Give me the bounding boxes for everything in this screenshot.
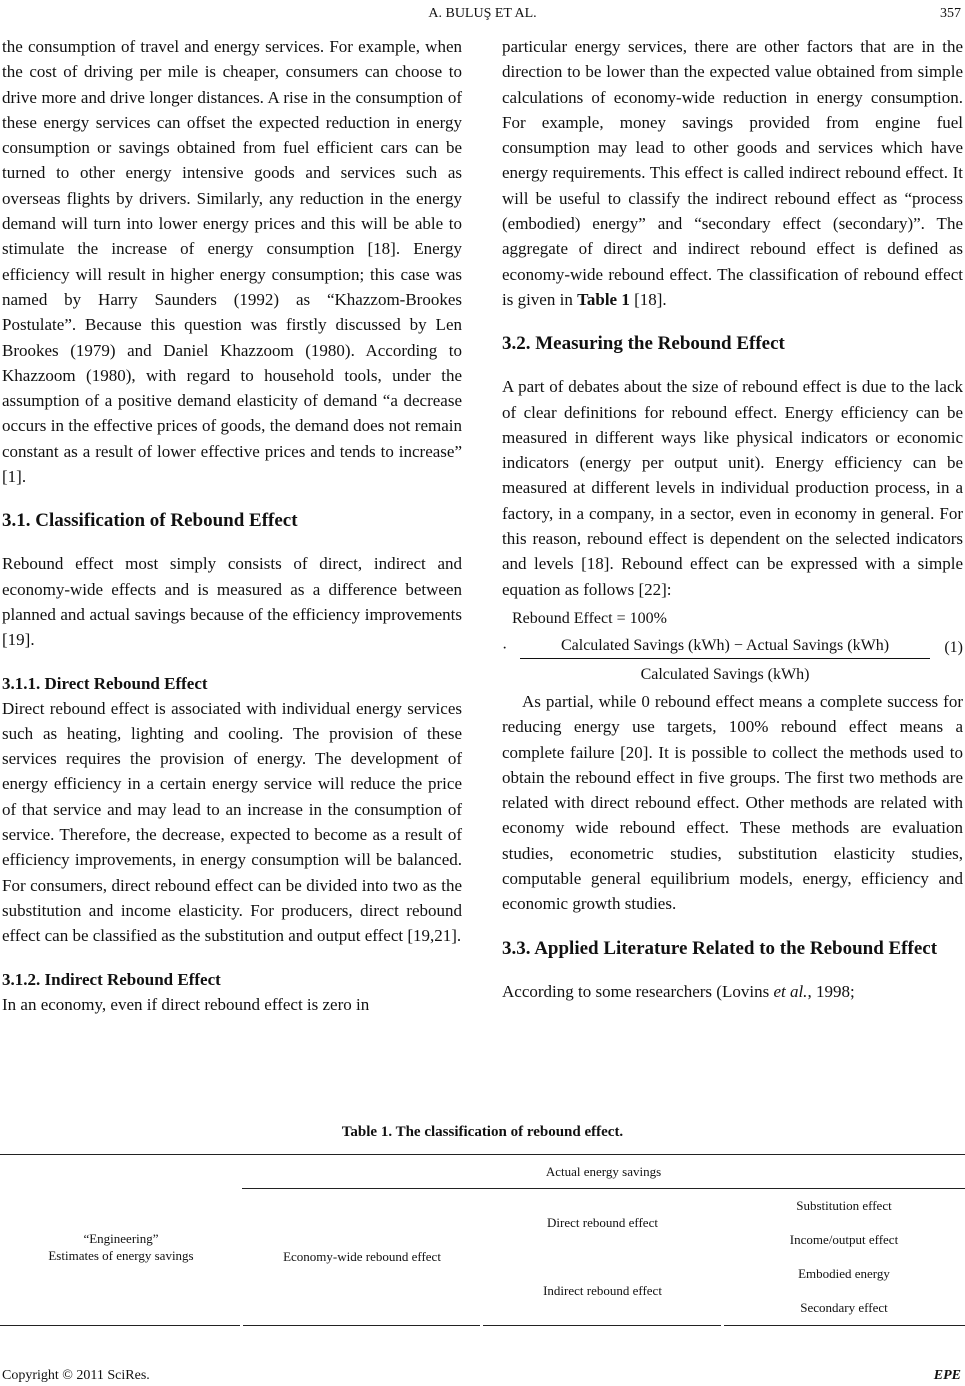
table-bottom-rule-1	[0, 1325, 240, 1326]
page-number: 357	[940, 6, 961, 21]
substitution-effect-cell: Substitution effect	[796, 1198, 892, 1213]
intro-paragraph: the consumption of travel and energy services. For example, when the cost of driving per mile is cheaper, consumers can choose to drive more and drive longer distances. A rise in the consumption of these energy services can offset the expected reduction in energy consumption or savings obtained from fuel efficient cars can be turned to other energy intensive goods and services such as overseas flights by drivers. Similarly, any reduction in the energy demand will turn into lower energy prices and this will be able to stimulate the increase of energy consumption [18]. Energy efficiency will result in higher energy consumption; this case was named by Harry Saunders (1992) as “Khazzom-Brookes Postulate”. Because this question was firstly discussed by Len Brookes (1979) and Daniel Khazzoom (1980). According to Khazzoom (1980), with regard to household tools, under the assumption of a positive demand elasticity of demand “a decrease occurs in the effective prices of goods, the demand does not remain constant as a result of lower effective prices and tends to increase” [1].	[2, 37, 462, 487]
left-column	[2, 34, 462, 1017]
equation-numerator: Calculated Savings (kWh) − Actual Savings (kWh)	[560, 636, 890, 654]
journal-abbrev: EPE	[933, 1368, 961, 1383]
section-3-3-text-a: According to some researchers (Lovins	[502, 981, 774, 1001]
continued-paragraph	[502, 34, 963, 312]
section-3-2-paragraph: A part of debates about the size of rebound effect is due to the lack of clear definitions for rebound effect. Energy efficiency can be measured in different ways like physical indicators or economic indicators (energy per output unit). Energy efficiency can be measured at different levels in individual production process, in a factory, in a company, in a sector, even in economy in general. For this reason, rebound effect is dependent on the selected indicators and levels [18]. Rebound effect can be expressed with a simple equation as follows [22]:	[502, 377, 963, 599]
engineering-line-2: Estimates of energy savings	[48, 1248, 194, 1263]
section-3-1-1-paragraph: Direct rebound effect is associated with individual energy services such as heating, lighting and cooling. The provision of these services requires the provision of energy. The development of energy efficiency in a certain energy service will reduce the price of that service and may lead to an increase in the consumption of service. Therefore, the decrease, expected to become as a result of efficiency improvements, in energy consumption will be balanced. For consumers, direct rebound effect can be divided into two as the substitution and income elasticity. For producers, direct rebound effect can be classified as the substitution and output effect [19,21].	[2, 698, 462, 946]
embodied-energy-cell: Embodied energy	[798, 1266, 890, 1281]
equation-dot: ·	[502, 639, 508, 657]
indirect-rebound-cell: Indirect rebound effect	[543, 1283, 662, 1298]
engineering-line-1: “Engineering”	[83, 1231, 159, 1246]
continued-text-b: [18].	[629, 289, 667, 309]
copyright: Copyright © 2011 SciRes.	[2, 1368, 150, 1383]
table-bottom-rule-3	[483, 1325, 721, 1326]
secondary-effect-cell: Secondary effect	[800, 1300, 888, 1315]
section-3-3-italic: et al.	[773, 981, 808, 1001]
after-equation-paragraph: As partial, while 0 rebound effect means a complete success for reducing energy use targets, 100% rebound effect means a complete failure [20]. It is possible to collect the methods used to obtain the rebound effect in five groups. The first two methods are related with direct rebound effect. Other methods are related with economy wide rebound effect. These methods are evaluation studies, econometric studies, substitution elasticity studies, computable general equilibrium models, energy, efficiency and economic growth studies.	[502, 691, 963, 914]
rebound-equation	[502, 606, 963, 681]
table-bottom-rule-4	[724, 1325, 965, 1326]
economy-wide-cell: Economy-wide rebound effect	[283, 1249, 441, 1264]
section-3-1-paragraph: Rebound effect most simply consists of direct, indirect and economy-wide effects and is measured as a difference between planned and actual savings because of the efficiency improvements [19].	[2, 554, 462, 650]
section-3-1-2-heading: 3.1.2. Indirect Rebound Effect	[2, 969, 221, 989]
table-caption: Table 1. The classification of rebound effect.	[341, 1124, 624, 1140]
actual-energy-savings-header: Actual energy savings	[545, 1164, 662, 1179]
section-3-2-heading: 3.2. Measuring the Rebound Effect	[502, 333, 785, 355]
table-top-rule	[0, 1154, 965, 1155]
header-underline	[242, 1188, 965, 1189]
equation-number: (1)	[944, 638, 963, 656]
section-3-3-number: 3.3.	[502, 937, 531, 959]
page-header	[0, 6, 965, 26]
section-3-1-heading: 3.1. Classification of Rebound Effect	[2, 510, 298, 532]
section-3-1-1-heading: 3.1.1. Direct Rebound Effect	[2, 673, 208, 693]
section-3-1-2-paragraph: In an economy, even if direct rebound effect is zero in	[2, 994, 370, 1014]
running-title: A. BULUŞ ET AL.	[428, 6, 537, 21]
section-3-3-paragraph	[502, 979, 963, 1004]
fraction-bar	[520, 658, 930, 659]
equation-lhs: Rebound Effect = 100%	[512, 609, 667, 627]
section-3-3-title: Applied Literature Related to the Rebound Effect	[534, 937, 938, 959]
engineering-label	[0, 1230, 242, 1264]
equation-denominator: Calculated Savings (kWh)	[640, 665, 810, 683]
continued-text-a: particular energy services, there are other factors that are in the direction to be lower than the expected value obtained from simple calculations of economy-wide reduction in energy consumption. For example, money savings provided from engine fuel consumption may lead to other goods and services which have energy requirements. This effect is called indirect rebound effect. It will be useful to classify the indirect rebound effect as “process (embodied) energy” and “secondary effect (secondary)”. The aggregate of direct and indirect rebound effect is defined as economy-wide rebound effect. The classification of rebound effect is given in	[502, 37, 963, 309]
table-bottom-rule-2	[243, 1325, 480, 1326]
right-column	[502, 34, 963, 1004]
section-3-3-heading	[502, 937, 963, 961]
direct-rebound-cell: Direct rebound effect	[547, 1215, 658, 1230]
income-output-effect-cell: Income/output effect	[789, 1232, 899, 1247]
section-3-3-text-b: , 1998;	[807, 981, 855, 1001]
table-reference: Table 1	[577, 289, 630, 309]
